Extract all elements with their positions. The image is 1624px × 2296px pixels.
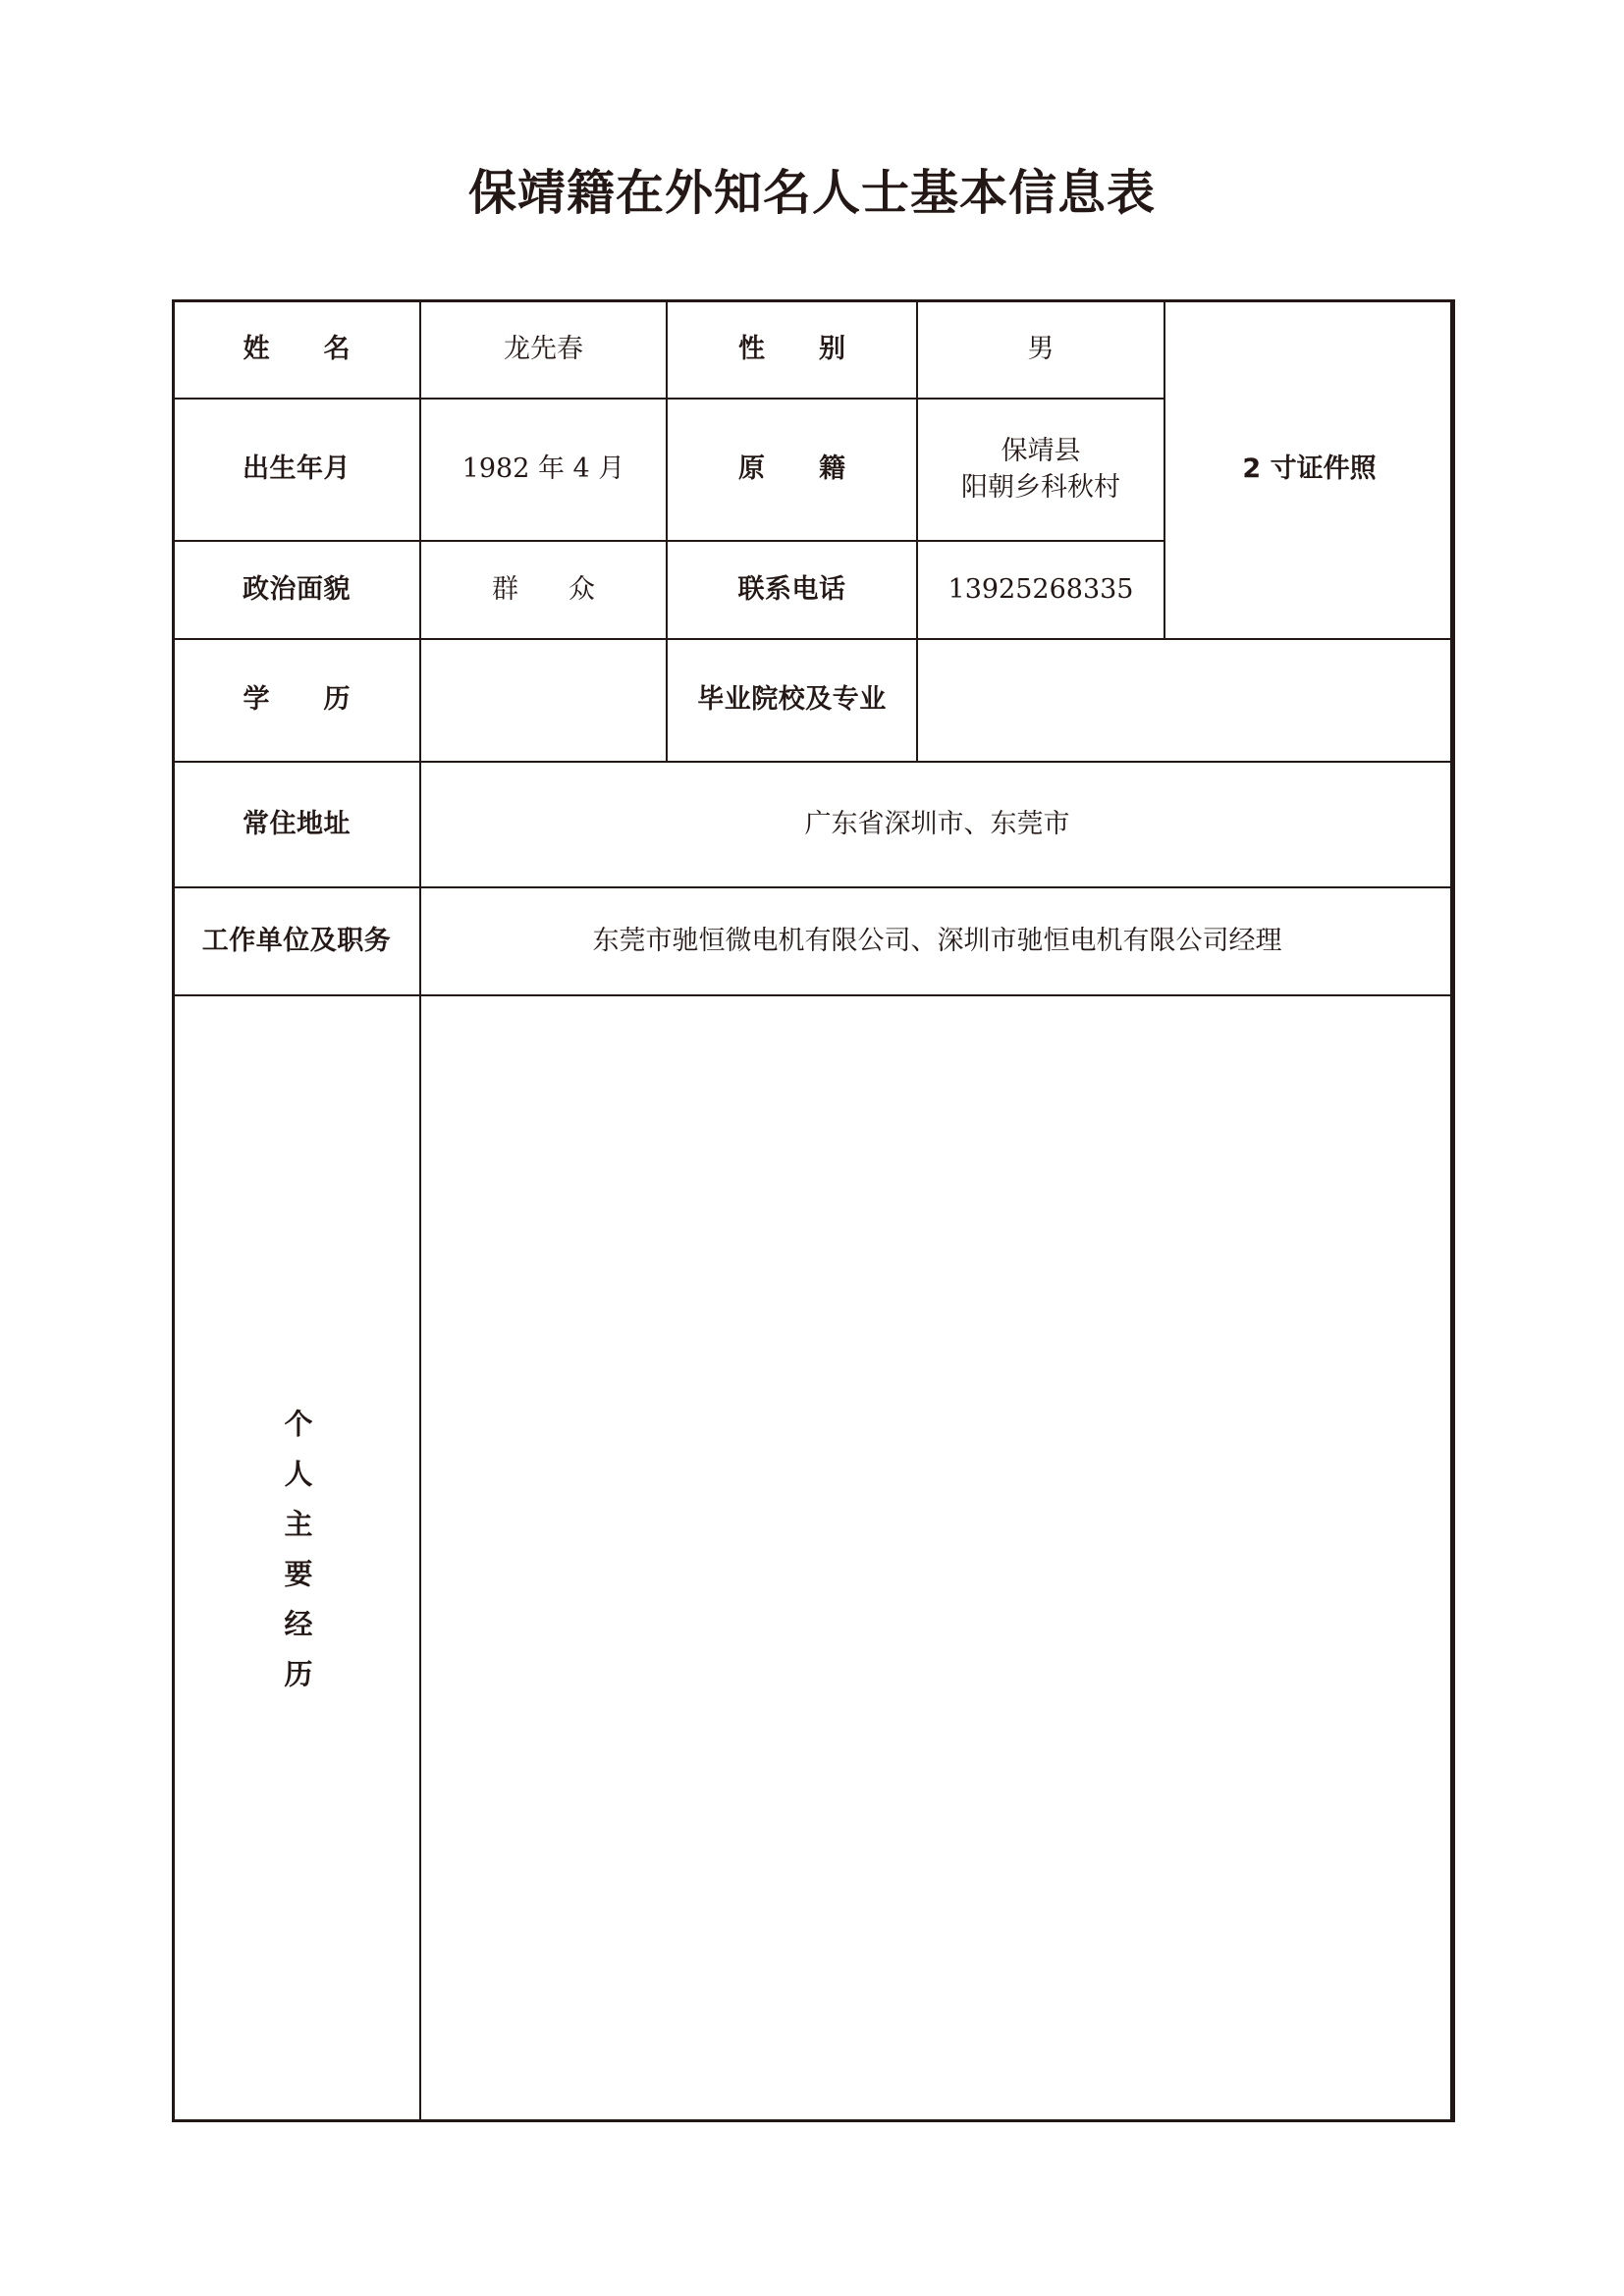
table-row-name [173, 300, 1454, 399]
value-gender: 男 [917, 300, 1164, 399]
label-origin: 原 籍 [667, 399, 917, 541]
value-phone: 13925268335 [917, 541, 1164, 639]
label-gender: 性 别 [667, 300, 917, 399]
personal-info-table [172, 299, 1455, 2122]
vertical-label-wrapper [174, 996, 419, 2120]
label-birth-date: 出生年月 [173, 399, 420, 541]
value-work-unit-position: 东莞市驰恒微电机有限公司、深圳市驰恒电机有限公司经理 [420, 887, 1454, 995]
label-personal-experience-text: 个人主要经历 [280, 1408, 314, 1709]
photo-placeholder-cell: 2 寸证件照 [1164, 300, 1454, 639]
label-education: 学 历 [173, 639, 420, 762]
label-personal-experience [173, 995, 420, 2121]
value-origin-line1: 保靖县 [1001, 436, 1081, 467]
table-row-work [173, 887, 1454, 995]
value-origin [917, 399, 1164, 541]
label-name: 姓 名 [173, 300, 420, 399]
page-title: 保靖籍在外知名人士基本信息表 [467, 164, 1156, 221]
value-origin-line2: 阳朝乡科秋村 [961, 471, 1120, 503]
value-residence-address: 广东省深圳市、东莞市 [420, 762, 1454, 887]
table-row-experience [173, 995, 1454, 2121]
label-work-unit-position: 工作单位及职务 [173, 887, 420, 995]
label-phone: 联系电话 [667, 541, 917, 639]
label-school-major: 毕业院校及专业 [667, 639, 917, 762]
value-birth-date: 1982 年 4 月 [420, 399, 667, 541]
label-political-status: 政治面貌 [173, 541, 420, 639]
value-political-status: 群 众 [420, 541, 667, 639]
value-personal-experience [420, 995, 1454, 2121]
value-school-major [917, 639, 1454, 762]
value-education [420, 639, 667, 762]
table-row-education [173, 639, 1454, 762]
label-residence-address: 常住地址 [173, 762, 420, 887]
table-row-address [173, 762, 1454, 887]
value-name: 龙先春 [420, 300, 667, 399]
